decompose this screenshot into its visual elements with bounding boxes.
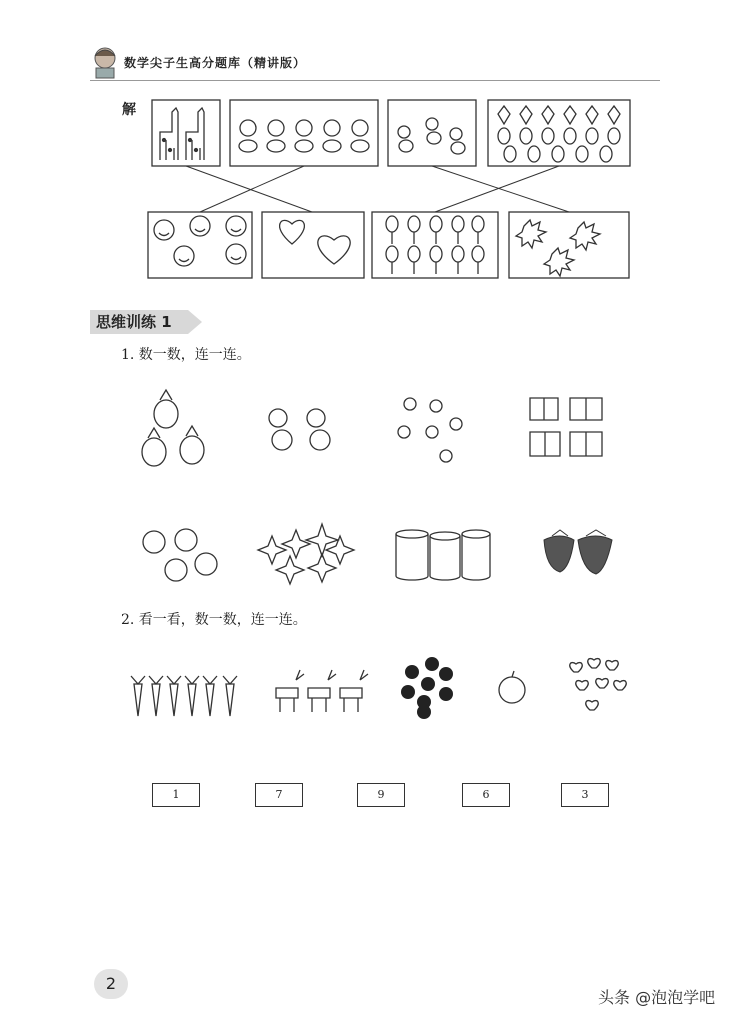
answer-box-1[interactable]: 1 [152,783,200,807]
answer-box-4[interactable]: 6 [462,783,510,807]
page-number: 2 [94,969,128,999]
watermark: 头条 @泡泡学吧 [598,988,716,1007]
question-1: 1. 数一数，连一连。 [121,347,251,363]
answer-box-2[interactable]: 7 [255,783,303,807]
deer-icon [276,670,368,712]
apple-icon [499,671,525,703]
section-title: 思维训练 1 [90,310,188,334]
carrot-icon [131,676,237,716]
book-title: 数学尖子生高分题库（精讲版） [124,56,307,70]
question-2: 2. 看一看，数一数，连一连。 [121,612,307,628]
money-bag-icon [401,657,453,719]
answer-box-3[interactable]: 9 [357,783,405,807]
answer-box-5[interactable]: 3 [561,783,609,807]
solution-label: 解 [122,102,136,118]
heart-icon [570,659,626,710]
